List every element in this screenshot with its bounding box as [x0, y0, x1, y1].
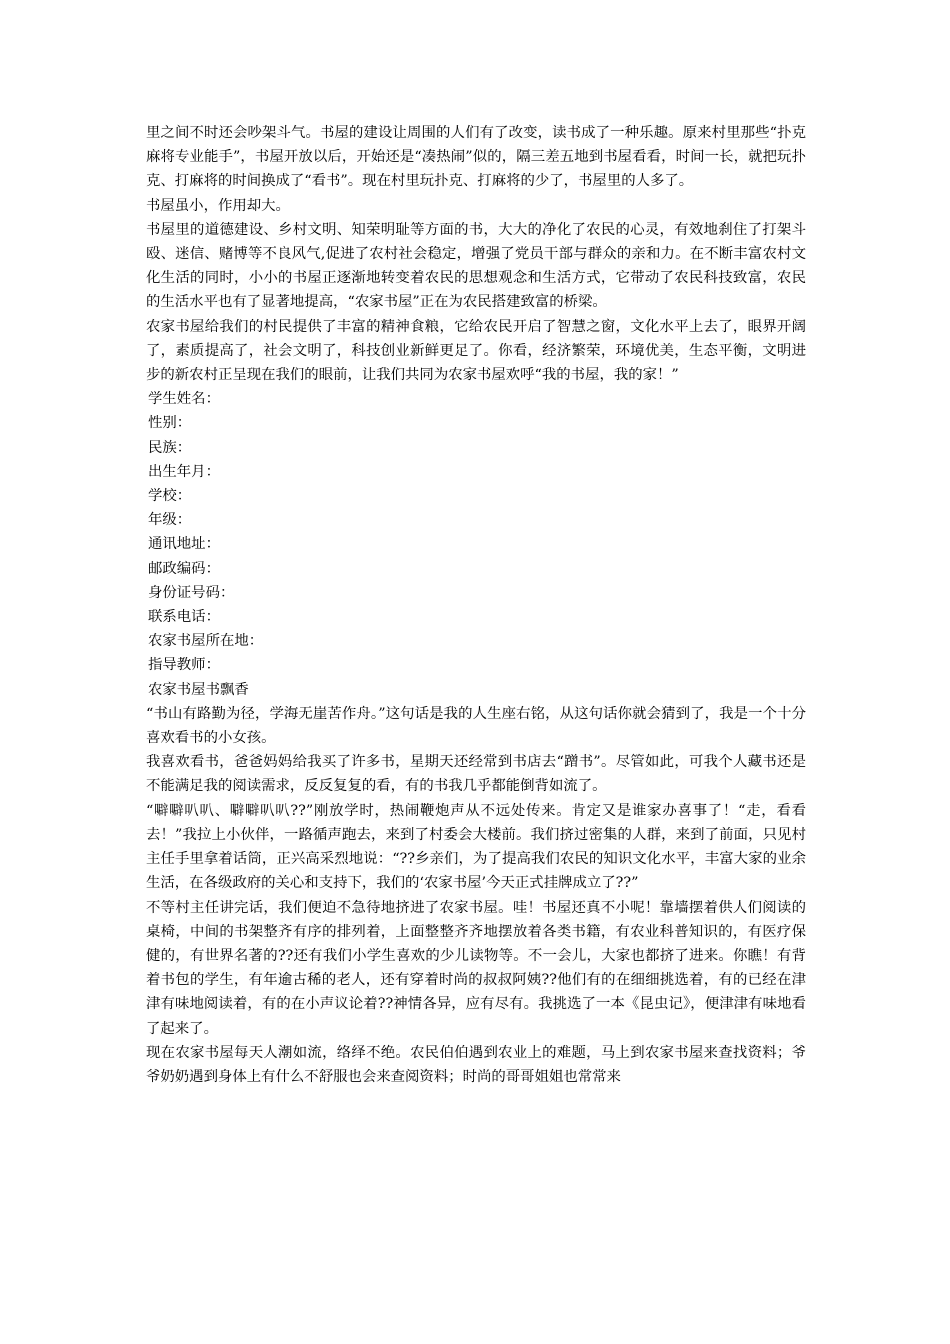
field-student-name: 学生姓名： — [148, 391, 220, 408]
field-gender: 性别： — [148, 415, 192, 432]
essay-title: 农家书屋书飘香 — [148, 681, 249, 698]
field-grade: 年级： — [148, 512, 192, 529]
essay-paragraph: “书山有路勤为径，学海无崖苦作舟。”这句话是我的人生座右铭，从这句话你就会猜到了，我是一个十分喜欢看书的小女孩。 — [146, 705, 806, 747]
field-library-location: 农家书屋所在地： — [148, 633, 264, 650]
essay-paragraph: 不等村主任讲完话，我们便迫不急待地挤进了农家书屋。哇！书屋还真不小呢！靠墙摆着供人们阅读的桌椅，中间的书架整齐有序的排列着，上面整整齐齐地摆放着各类书籍，有农业科普知识的，有医疗保健的，有世界名著的??还有我们小学生喜欢的少儿读物等。不一会儿，大家也都挤了进来。你瞧！有背着书包的学生，有年逾古稀的老人，还有穿着时尚的叔叔阿姨??他们有的在细细挑选着，有的已经在津津有味地阅读着，有的在小声议论着??神情各异，应有尽有。我挑选了一本《昆虫记》，便津津有味地看了起来了。 — [146, 899, 806, 1037]
field-postal-code: 邮政编码： — [148, 560, 220, 577]
essay-paragraph: 我喜欢看书，爸爸妈妈给我买了许多书，星期天还经常到书店去“蹭书”。尽管如此，可我个人藏书还是不能满足我的阅读需求，反反复复的看，有的书我几乎都能倒背如流了。 — [146, 754, 806, 795]
body-paragraph: 书屋里的道德建设、乡村文明、知荣明耻等方面的书，大大的净化了农民的心灵，有效地刹住了打架斗殴、迷信、赌博等不良风气,促进了农村社会稳定，增强了党员干部与群众的亲和力。在不断丰富农村文化生活的同时，小小的书屋正逐渐地转变着农民的思想观念和生活方式，它带动了农民科技致富，农民的生活水平也有了显著地提高，“农家书屋”正在为农民搭建致富的桥梁。 — [146, 221, 806, 311]
field-id-number: 身份证号码： — [148, 584, 235, 601]
field-school: 学校： — [148, 488, 192, 505]
field-ethnicity: 民族： — [148, 439, 192, 456]
field-teacher: 指导教师： — [148, 657, 220, 674]
field-birth-date: 出生年月： — [148, 463, 220, 480]
body-paragraph: 里之间不时还会吵架斗气。书屋的建设让周围的人们有了改变，读书成了一种乐趣。原来村里那些“扑克麻将专业能手”，书屋开放以后，开始还是“凑热闹”似的，隔三差五地到书屋看看，时间一长，就把玩扑克、打麻将的时间换成了“看书”。现在村里玩扑克、打麻将的少了，书屋里的人多了。 — [146, 125, 806, 190]
essay-paragraph: “噼噼叭叭、噼噼叭叭??”刚放学时，热闹鞭炮声从不远处传来。肯定又是谁家办喜事了！“走，看看去！”我拉上小伙伴，一路循声跑去，来到了村委会大楼前。我们挤过密集的人群，来到了前面，只见村主任手里拿着话筒，正兴高采烈地说：“??乡亲们，为了提高我们农民的知识文化水平，丰富大家的业余生活，在各级政府的关心和支持下，我们的‘农家书屋’今天正式挂牌成立了??” — [146, 802, 806, 892]
essay-paragraph: 现在农家书屋每天人潮如流，络绎不绝。农民伯伯遇到农业上的难题，马上到农家书屋来查找资料；爷爷奶奶遇到身体上有什么不舒服也会来查阅资料；时尚的哥哥姐姐也常常来 — [146, 1044, 806, 1085]
field-phone: 联系电话： — [148, 609, 220, 626]
document-page — [146, 121, 806, 1089]
body-paragraph: 农家书屋给我们的村民提供了丰富的精神食粮，它给农民开启了智慧之窗，文化水平上去了，眼界开阔了，素质提高了，社会文明了，科技创业新鲜更足了。你看，经济繁荣，环境优美，生态平衡，文明进步的新农村正呈现在我们的眼前，让我们共同为农家书屋欢呼“我的书屋，我的家！” — [146, 318, 806, 384]
body-paragraph: 书屋虽小，作用却大。 — [146, 197, 290, 214]
field-address: 通讯地址： — [148, 536, 220, 553]
student-info-fields — [146, 387, 806, 677]
